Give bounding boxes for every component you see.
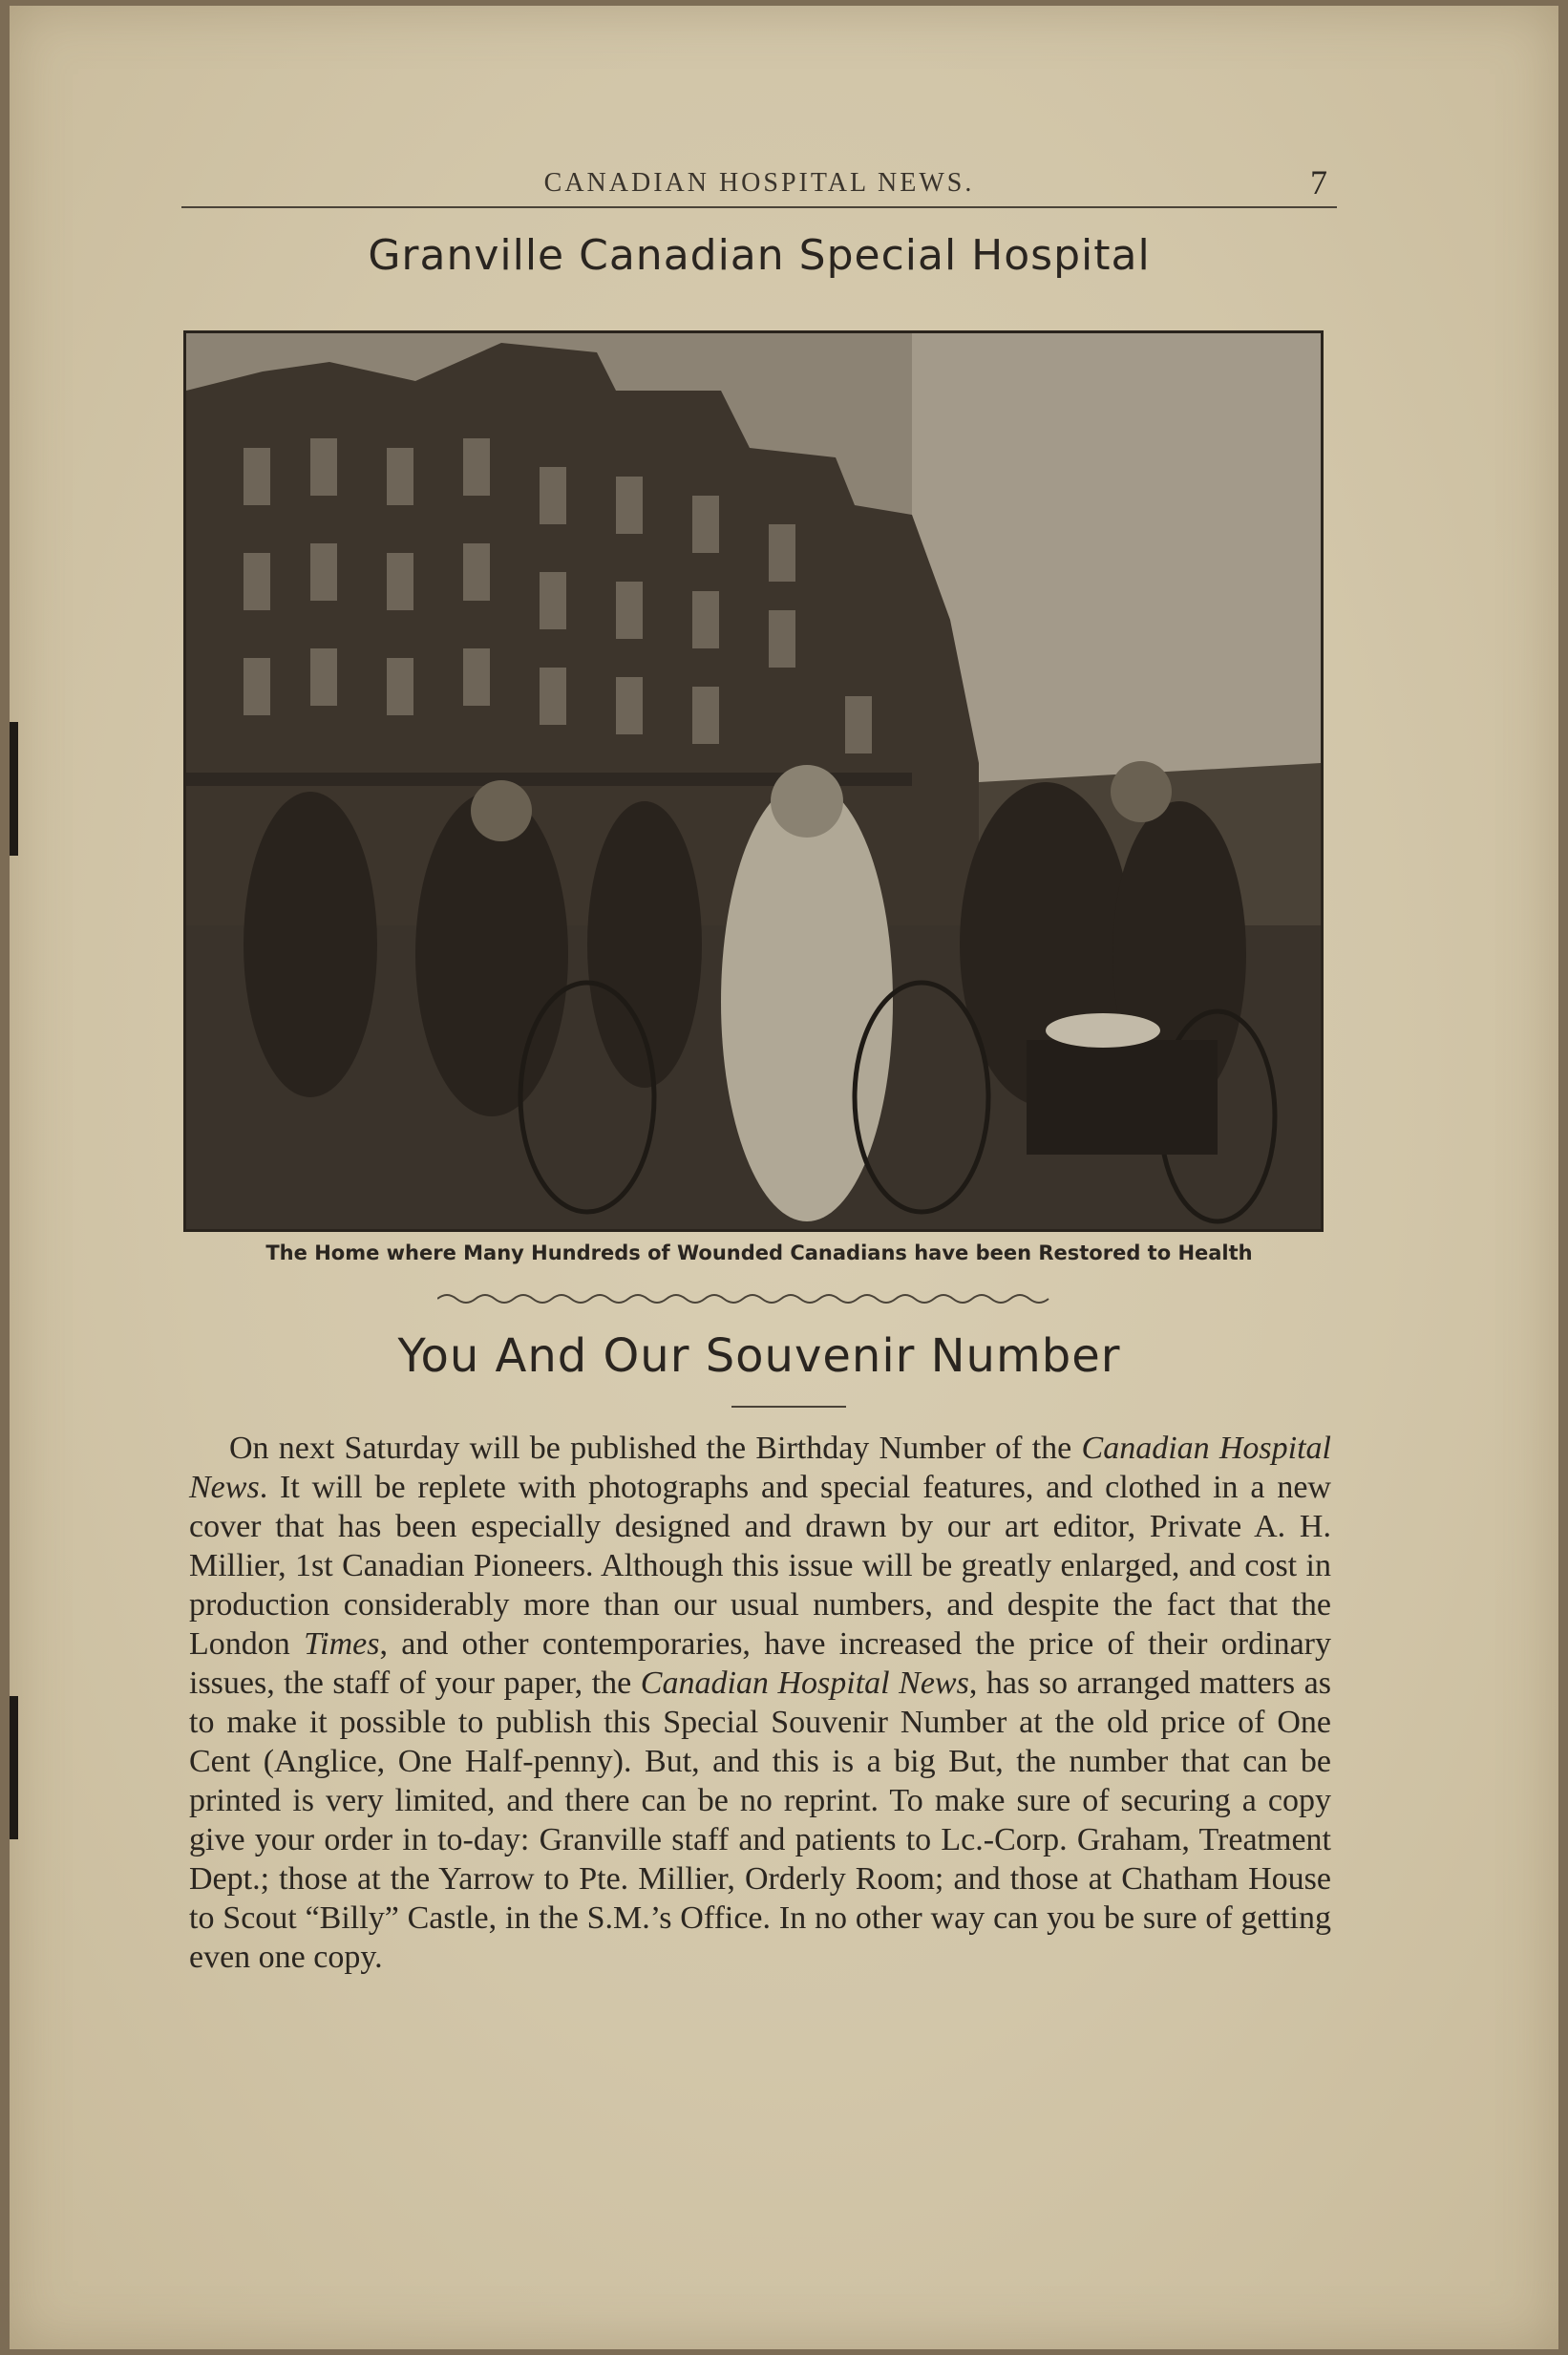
binding-mark: [10, 722, 18, 856]
article-body: [189, 1429, 1331, 1977]
feature-title: Granville Canadian Special Hospital: [368, 231, 1151, 280]
publication-name: Canadian Hospital News: [640, 1665, 969, 1701]
publication-name: Times: [304, 1626, 380, 1662]
page-number: 7: [1310, 163, 1327, 202]
running-head: [181, 160, 1337, 204]
publication-name: Canadian Hospital News: [189, 1431, 1331, 1505]
article-paragraph: [189, 1429, 1331, 1977]
title-rule: [731, 1406, 846, 1408]
photo-caption: The Home where Many Hundreds of Wounded Canadians have been Restored to Health: [265, 1241, 1253, 1264]
article-text: , and other contemporaries, have increased the price of their ordinary issues, the staff of your paper, the: [189, 1626, 1331, 1701]
magazine-page: [10, 6, 1558, 2349]
article-text: On next Saturday will be published the Birthday Number of the: [229, 1431, 1082, 1466]
ornamental-divider: [437, 1289, 1058, 1308]
article-text: , has so arranged matters as to make it possible to publish this Special Souvenir Number at the old price of One Cent (Anglice, One Half-penny). But, and this is a big But, the number that can be printed is very limited, and there can be no reprint. To make sure of securing a copy give your order in to-day: Granville staff and patients to Lc.-Corp. Graham, Treatment Dept.; those at the Yarrow to Pte. Millier, Orderly Room; and those at Chatham House to Scout “Billy” Castle, in the S.M.’s Office. In no other way can you be sure of getting even one copy.: [189, 1665, 1331, 1975]
header-rule: [181, 206, 1337, 208]
article-text: . It will be replete with photographs and special features, and clothed in a new cover that has been especially designed and drawn by our art editor, Private A. H. Millier, 1st Canadian Pioneers. Although this issue will be greatly enlarged, and cost in production considerably more than our usual numbers, and despite the fact that the London: [189, 1470, 1331, 1662]
running-title: CANADIAN HOSPITAL NEWS.: [543, 168, 975, 198]
article-title: You And Our Souvenir Number: [397, 1329, 1121, 1383]
binding-mark: [10, 1696, 18, 1839]
hospital-photograph: [183, 330, 1324, 1232]
